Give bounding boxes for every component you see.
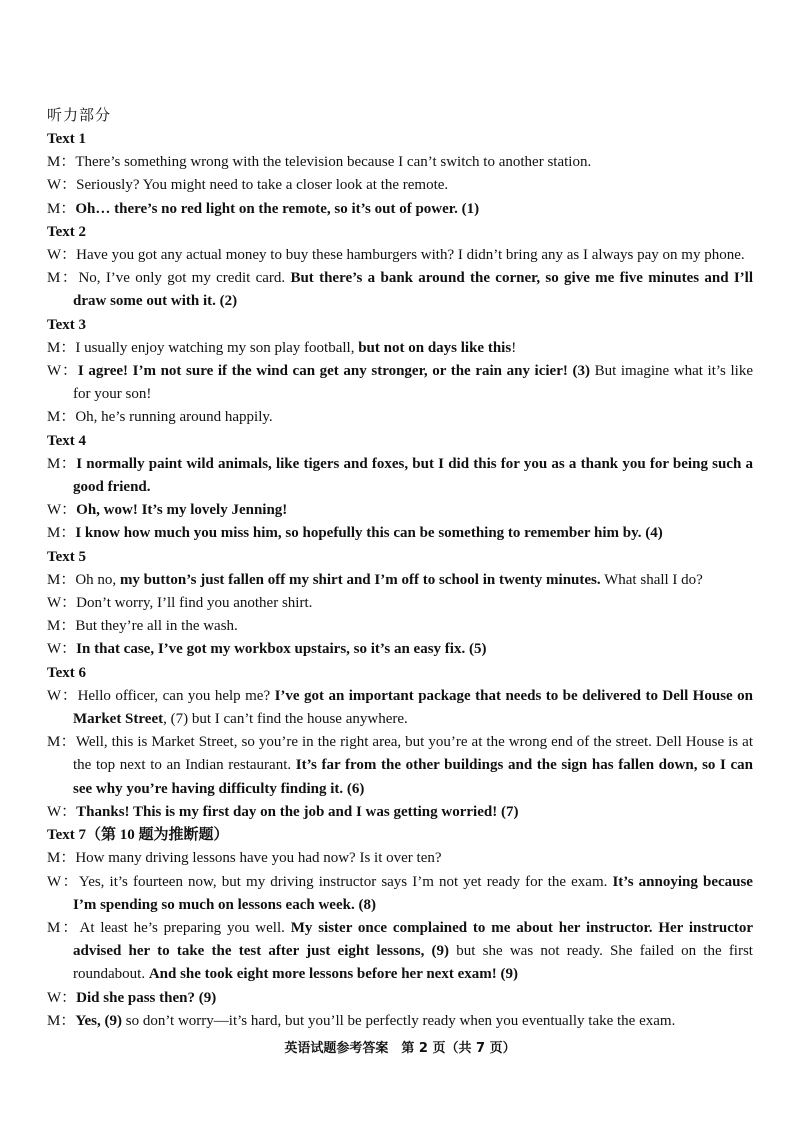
text-header: Text 2 <box>47 223 87 240</box>
dialogue-line <box>47 244 753 267</box>
key-sentence: I normally paint wild animals, like tigers and foxes, but I did this for you as a thank you for being such a good friend. <box>73 455 753 496</box>
speaker-label: M： <box>47 850 76 867</box>
dialogue-line <box>47 522 753 545</box>
dialogue-line <box>47 337 753 360</box>
text-header: Text 7（第 10 题为推断题） <box>47 827 229 844</box>
key-sentence: And she took eight more lessons before her next exam! (9) <box>148 966 518 983</box>
dialogue-line <box>47 987 753 1010</box>
speaker-label: W： <box>47 595 77 612</box>
key-sentence: ! (7) <box>492 803 519 820</box>
dialogue-text: so don’t worry—it’s hard, but you’ll be perfectly ready when you eventually take the exam. <box>122 1012 676 1029</box>
speaker-label: M： <box>47 455 77 472</box>
dialogue-text: Hello officer, can you help me? <box>77 687 275 704</box>
key-sentence: Yes, (9) <box>75 1012 122 1029</box>
speaker-label: M： <box>47 734 76 751</box>
speaker-label: M： <box>47 339 76 356</box>
key-sentence: I’ve got an important package that needs to be delivered to Dell House on Market Street <box>73 687 753 728</box>
dialogue-line <box>47 917 753 987</box>
speaker-label: M： <box>47 919 80 936</box>
key-sentence: In that case, I’ve got my workbox upstairs, so it’s an easy fix. (5) <box>76 641 487 658</box>
dialogue-text: There’s something wrong with the television because I can’t switch to another station. <box>75 154 592 171</box>
dialogue-line <box>47 267 753 313</box>
dialogue-text: Have you got any actual money to buy these hamburgers with? I didn’t bring any as I always pay on my phone. <box>76 247 745 264</box>
speaker-label: W： <box>47 502 77 519</box>
speaker-label: M： <box>47 1012 76 1029</box>
listening-transcript <box>47 128 753 1033</box>
dialogue-text: But they’re all in the wash. <box>75 618 238 635</box>
speaker-label: W： <box>47 177 77 194</box>
speaker-label: M： <box>47 409 76 426</box>
speaker-label: M： <box>47 525 76 542</box>
dialogue-text: At least he’s preparing you well. <box>79 919 291 936</box>
dialogue-text: No, I’ve only got my credit card. <box>78 270 291 287</box>
key-sentence: This is my first day on the job and I was getting worried <box>133 803 493 820</box>
key-sentence: Oh, wow! It’s my lovely Jenning! <box>76 502 288 519</box>
dialogue-text: I usually enjoy watching my son play football, <box>75 339 359 356</box>
speaker-label: W： <box>47 363 78 380</box>
page-footer: 英语试题参考答案 第 2 页（共 7 页） <box>284 1041 516 1056</box>
dialogue-text: Oh, he’s running around happily. <box>75 409 273 426</box>
dialogue-line <box>47 174 753 197</box>
speaker-label: W： <box>47 989 77 1006</box>
section-title: 听力部分 <box>47 106 112 124</box>
speaker-label: W： <box>47 687 78 704</box>
dialogue-text: ! <box>511 339 517 356</box>
dialogue-text: How many driving lessons have you had now? Is it over ten? <box>75 850 442 867</box>
speaker-label: W： <box>47 247 77 264</box>
dialogue-line <box>47 592 753 615</box>
dialogue-line <box>47 638 753 661</box>
dialogue-text: Yes, it’s fourteen now, but my driving instructor says I’m not yet ready for the exam. <box>78 873 613 890</box>
dialogue-line <box>47 453 753 499</box>
key-sentence: I agree! I’m not sure if the wind can get any stronger, or the rain any icier! (3) <box>77 363 590 380</box>
dialogue-line <box>47 871 753 917</box>
key-sentence: my button’s just fallen off my shirt and I’m off to school in twenty minutes. <box>119 571 601 588</box>
speaker-label: W： <box>47 641 77 658</box>
text-header: Text 1 <box>47 131 87 147</box>
dialogue-text: , (7) but I can’t find the house anywhere. <box>163 711 408 728</box>
dialogue-line <box>47 801 753 824</box>
speaker-label: W： <box>47 873 79 890</box>
dialogue-line <box>47 731 753 801</box>
dialogue-line <box>47 151 753 174</box>
key-sentence: Did she pass then? (9) <box>76 989 217 1006</box>
dialogue-text: Seriously? You might need to take a closer look at the remote. <box>76 177 449 194</box>
text-header: Text 6 <box>47 664 87 681</box>
dialogue-text: but she was not ready. She failed on the first roundabout. <box>73 943 753 983</box>
speaker-label: M： <box>47 618 76 635</box>
dialogue-line <box>47 360 753 406</box>
key-sentence: It’s annoying because I’m spending so much on lessons each week. (8) <box>73 873 753 913</box>
dialogue-line <box>47 406 753 429</box>
dialogue-text: Oh no, <box>75 571 120 588</box>
text-header: Text 5 <box>47 548 87 565</box>
dialogue-line <box>47 499 753 522</box>
key-sentence: Oh… there’s no red light on the remote, so it’s out of power. (1) <box>75 200 480 217</box>
speaker-label: M： <box>47 571 76 588</box>
dialogue-line <box>47 1010 753 1033</box>
key-sentence: It’s far from the other buildings and the sign has fallen down, so I can see why you’re having difficulty finding it. (6) <box>73 757 753 797</box>
speaker-label: M： <box>47 270 79 287</box>
dialogue-line <box>47 685 753 731</box>
key-sentence: but not on days like this <box>358 339 512 356</box>
dialogue-text: What shall I do? <box>600 571 703 588</box>
dialogue-line <box>47 198 753 221</box>
dialogue-text: Don’t worry, I’ll find you another shirt. <box>76 595 313 612</box>
key-sentence: My sister once complained to me about her instructor. Her instructor advised her to take the test after just eight lessons, (9) <box>73 919 754 960</box>
speaker-label: W： <box>47 803 77 820</box>
dialogue-text: But imagine what it’s like for your son! <box>73 363 753 403</box>
text-header: Text 4 <box>47 432 87 449</box>
dialogue-line <box>47 615 753 638</box>
text-header: Text 3 <box>47 316 87 333</box>
key-sentence: I know how much you miss him, so hopefully this can be something to remember him by. (4) <box>75 525 663 542</box>
dialogue-line <box>47 847 753 870</box>
key-sentence: But there’s a bank around the corner, so give me five minutes and I’ll draw some out with it. (2) <box>73 270 754 310</box>
dialogue-text: Well, this is Market Street, so you’re in the right area, but you’re at the wrong end of the street. Dell House is at the top next to an Indian restaurant. <box>73 734 753 774</box>
speaker-label: M： <box>47 154 76 171</box>
key-sentence: Thanks! <box>76 803 134 820</box>
dialogue-line <box>47 569 753 592</box>
speaker-label: M： <box>47 200 76 217</box>
